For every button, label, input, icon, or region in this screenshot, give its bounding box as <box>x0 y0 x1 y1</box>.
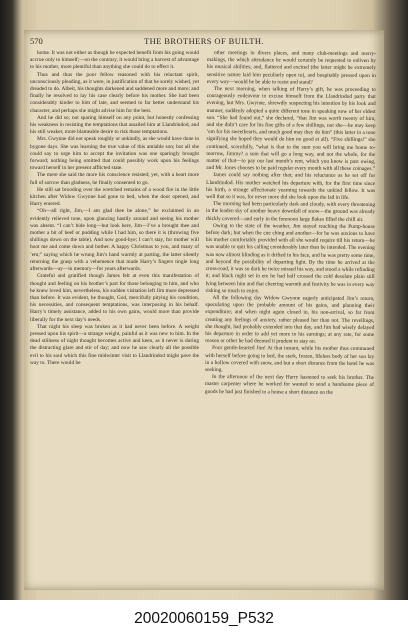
text-columns <box>30 50 376 584</box>
paragraph: Poor gentle-hearted Jim! At that instant, while his mother thus communed with herself before going to bed, the stark, frozen, lifeless body of her son lay in a hollow covered with snow, and but a short distance from the hotel he was seeking. <box>205 345 375 374</box>
paragraph: “Oh—all right, Jim,—I am glad thee be alone,” he exclaimed in an evidently relieved tone, upon glancing hastily around and seeing his mother was absent. “I can’t bide long—but look here, Jim—I’ve a brought thee and mother a bit of beef or pudding while I had him, so there it is (throwing five shillings down on the table). And now good-bye; I can’t stay, for mother will hoot me and come down and bother. A happy Christmas to you, and many of ’em;” saying which he wrung Jim’s hand warmly at parting, the latter silently returning the grasp with a vehemence that made Harry’s fingers tingle long afterwards—ay—in memory—for years afterwards. <box>30 208 199 273</box>
paragraph: home. It was not either as though he expected benefit from his going would accrue only to himself;—on the contrary, it would bring a harvest of advantage to his mother, more plentiful than anything she could do to effect it. <box>30 50 199 71</box>
paragraph: The mere she said the more his conscience resisted; yet, with a heart more full of sorrow than gladness, he finally consented to go. <box>30 172 199 186</box>
paragraph: The morning had been particularly dark and cloudy, with every threatening in the leaden sky of another heavy downfall of snow—the ground was already thickly covered—and early in the forenoon large flakes filled the chill air. <box>205 201 376 223</box>
paragraph: Grateful and gratified though James felt at even this manifestation of thought and feeling on his brother’s part for those belonging to him, and who he knew loved him, nevertheless, his sudden visitation left Jim more depressed than before. It was evident, he thought, God, mercifully pitying his condition, his necessities, and consequent temptations, was interposing in his behalf. Harry’s timely assistance, added to his own gains, would more than provide liberally for the next day’s needs. <box>30 273 199 323</box>
paragraph: James could say nothing after that; and his reluctance as he set off for Llandrindod. His mother watched his departure with, for the first time since his birth, a strange affectionate yearning towards the unkind fellow. It was well that so it was, for never more did she look upon the lad in life. <box>206 172 376 201</box>
paragraph: Thus and thus the poor fellow reasoned with his reluctant spirit, unconsciously pleading, as it were, in justification of that he sorely wished, yet dreaded to do. Albeit, his thoughts darkened and saddened more and more; and finally he resolved to lay his case clearly before his mother. She had been considerably kinder to him of late, and seemed to far better understand his character, and perhaps she might advise him for the best. <box>30 71 199 114</box>
paragraph: In the afternoon of the next day Harry hastened to seek his brother. The master carpenter where he worked for wanted to send a handsome piece of goods he had just finished to a house a short distance on the <box>204 374 375 396</box>
image-caption: 20020060159_P532 <box>134 610 274 627</box>
paragraph: He still sat brooding over the wretched remains of a wood fire in the little kitchen after Widow Gwynne had gone to bed, when the door opened, and Harry entered. <box>30 186 199 208</box>
paragraph: Owing to the state of the weather, Jim stayed reaching the Pump-house before dark; but when the cue ching and another—for he was anxious to have his mother comfortably provided with all she would require till his return—he was unable to quit his calling considerably later than he intended. The evening was now almost blinding as it drifted in his face, and he was pretty some time, and beyond the possibility of departing light. By the time he arrived at the cross-road, it was so dark he twice missed his way, and stood a while refinding it; and black night set in ere he had half crossed the cold desolate plain still lying between him and that cheering warmth and festivity he was in every way risking so much to enjoy. <box>205 222 375 295</box>
running-title: THE BROTHERS OF BUILTH. <box>144 36 264 46</box>
right-column <box>204 50 376 585</box>
page-number: 570 <box>30 36 43 46</box>
paragraph: Mrs. Gwynne did not speak roughly or unkindly, as she would have done in bygone days. She was learning the true value of this amiable son; but all she could say to urge him to accept the invitation was one sparingly brought forward; nothing being omitted that could possibly work upon his feelings toward herself in her present afflicted state. <box>30 136 199 172</box>
book-page <box>24 30 384 590</box>
running-head <box>30 36 378 48</box>
paragraph: That night his sleep was broken as it had never been before. A weight pressed upon his spirit—a strange weight, painful as it was new to him. In the dead stillness of night thought becomes active and keen, as it never is during the distracting glare and stir of day; and now he saw clearly all the possible evil to his soul which this fine midwinter visit to Llandrindod might pave the way to. There would be <box>30 323 199 366</box>
paragraph: All the following day Widow Gwynne eagerly anticipated Jim’s return, speculating upon the probable amount of his gains, and planning their expenditure; and when night again closed in, his non-arrival, so far from creating any feelings of anxiety, rather pleased her than not. The revellings, she thought, had probably extended into that day, and Jim had wisely delayed his departure in order to add yet more to his earnings; at any rate, for some reason or other he had deemed it prudent to stay on. <box>205 294 375 345</box>
paragraph: The next morning, when talking of Harry’s gift, he was proceeding to courageously endeavour to excuse himself from the Llandrindod party that evening, but Mrs. Gwynne, shrewdly suspecting his intention by his look and manner, suddenly adopted a quite different tone in speaking now of her eldest son. “She had found out,” she declared, “that Jim was worth twenty of him, and she didn’t care for his fine gifts of a few shillings, not she—he may keep ’em for his sweethearts, and much good may they do him” (this latter in a tone signifying she hoped they would do him no good at all). “Five shillings!” she continued, scornfully, “what is that to the sum you will bring me home to-morrow, Jimmy? a sum that will go a long way, and not the whole, for the matter of that—to pay our last month’s rent, which you know is past owing, and Mr. Jones chooses to be paid regular every month with all these coinages.” <box>206 86 376 173</box>
paragraph: And he did so; not sparing himself on any point, but honestly confessing his weakness in resisting the temptations that assailed him at Llandrindod, and his still weaker, more blameable desire to risk those temptations. <box>30 114 199 136</box>
left-column <box>30 50 199 584</box>
paragraph: other meetings in divers places, and many club-meetings and merry-makings, the which attendance he would certainly be requested to enliven by his musical abilities; and, flattered and excited (the latter might be extremely sensitive nature laid him peculiarly open to), and hospitably pressed upon in every way—would he be able to resist and stand? <box>206 50 376 86</box>
